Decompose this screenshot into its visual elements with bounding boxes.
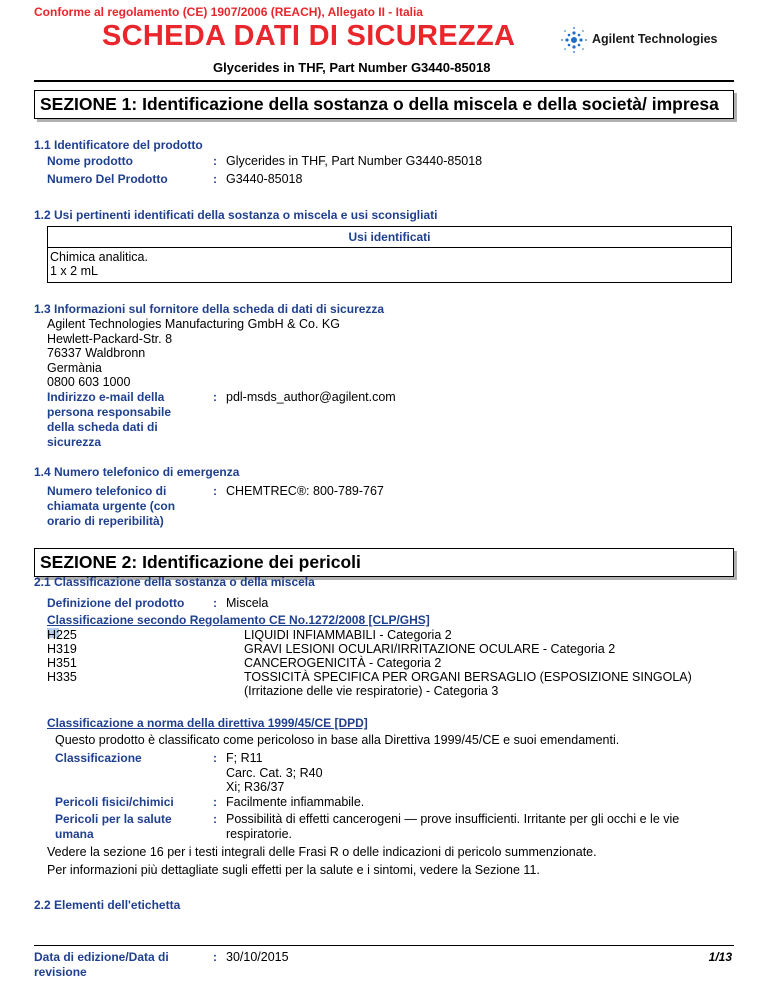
colon: : <box>213 390 217 404</box>
note-section11: Per informazioni più dettagliate sugli effetti per la salute e i sintomi, vedere la Sezione 11. <box>47 863 540 877</box>
agilent-logo <box>560 24 730 56</box>
s14-title: 1.4 Numero telefonico di emergenza <box>34 465 240 479</box>
definition-label: Definizione del prodotto <box>47 596 185 610</box>
address-line: 76337 Waldbronn <box>47 346 146 360</box>
regulation-line: Conforme al regolamento (CE) 1907/2006 (REACH), Allegato II - Italia <box>34 5 423 19</box>
colon: : <box>213 172 217 186</box>
classification-label: Classificazione <box>55 751 142 765</box>
section2-heading-box <box>34 548 734 577</box>
phone-label-line: orario di reperibilità) <box>47 514 164 528</box>
health-hazards-label <box>55 812 172 842</box>
page-number: 1/13 <box>708 950 732 964</box>
date-label-line: Data di edizione/Data di <box>34 950 169 964</box>
clp-code: H335 <box>47 670 77 684</box>
s13-title: 1.3 Informazioni sul fornitore della scheda di dati di sicurezza <box>34 302 385 316</box>
note-r-phrases: Vedere la sezione 16 per i testi integrali delle Frasi R o delle indicazioni di pericolo summenzionate. <box>47 845 597 859</box>
clp-desc: CANCEROGENICITÀ - Categoria 2 <box>244 656 442 670</box>
colon: : <box>213 795 217 809</box>
clp-code: H319 <box>47 642 77 656</box>
health-value-line: Possibilità di effetti cancerogeni — prove insufficienti. Irritante per gli occhi e le vie <box>226 812 680 826</box>
health-value-line: respiratorie. <box>226 826 292 841</box>
physical-hazards-value: Facilmente infiammabile. <box>226 795 365 809</box>
email-label-line: Indirizzo e-mail della <box>47 390 165 404</box>
classification-value: F; R11 <box>226 751 263 765</box>
clp-code: H225 <box>47 628 77 642</box>
classification-values <box>226 751 323 795</box>
s11-title: 1.1 Identificatore del prodotto <box>34 138 203 152</box>
revision-date-label <box>34 950 169 980</box>
dpd-title: Classificazione a norma della direttiva 1999/45/CE [DPD] <box>47 716 368 730</box>
address-line: Agilent Technologies Manufacturing GmbH & Co. KG <box>47 317 340 331</box>
clp-desc: GRAVI LESIONI OCULARI/IRRITAZIONE OCULARE - Categoria 2 <box>244 642 616 656</box>
emergency-phone-value: CHEMTREC®: 800-789-767 <box>226 484 384 498</box>
email-label-line: persona responsabile <box>47 405 172 419</box>
logo-text: Agilent Technologies <box>592 32 718 46</box>
classification-value: Xi; R36/37 <box>226 780 285 794</box>
uses-table <box>47 226 732 283</box>
colon: : <box>213 154 217 168</box>
clp-desc: TOSSICITÀ SPECIFICA PER ORGANI BERSAGLIO (ESPOSIZIONE SINGOLA) <box>244 670 692 684</box>
s12-title: 1.2 Usi pertinenti identificati della sostanza o miscela e usi sconsigliati <box>34 208 438 222</box>
clp-code: H351 <box>47 656 77 670</box>
colon: : <box>213 950 217 964</box>
address-line: 0800 603 1000 <box>47 375 131 389</box>
clp-title: Classificazione secondo Regolamento CE No.1272/2008 [CLP/GHS] <box>47 613 430 627</box>
header-divider <box>34 80 734 82</box>
emergency-phone-label <box>47 484 175 529</box>
product-line: Glycerides in THF, Part Number G3440-85018 <box>213 60 491 75</box>
uses-row: 1 x 2 mL <box>50 264 98 278</box>
supplier-address <box>47 317 340 390</box>
colon: : <box>213 751 217 765</box>
address-line: Germània <box>47 360 102 375</box>
product-number-label: Numero Del Prodotto <box>47 172 168 186</box>
definition-value: Miscela <box>226 596 269 610</box>
document-title: SCHEDA DATI DI SICUREZZA <box>102 20 516 52</box>
phone-label-line: chiamata urgente (con <box>47 499 176 513</box>
colon: : <box>213 596 217 610</box>
s21-title: 2.1 Classificazione della sostanza o della miscela <box>34 575 315 589</box>
health-label-line: Pericoli per la salute <box>55 812 172 826</box>
dpd-intro: Questo prodotto è classificato come pericoloso in base alla Direttiva 1999/45/CE e suoi emendamenti. <box>55 733 620 747</box>
date-label-line: revisione <box>34 965 87 979</box>
health-hazards-value <box>226 812 679 841</box>
section1-heading: SEZIONE 1: Identificazione della sostanza o della miscela e della società/ impresa <box>40 94 719 114</box>
email-label-line: sicurezza <box>47 435 102 449</box>
uses-row: Chimica analitica. <box>50 250 148 264</box>
uses-table-header: Usi identificati <box>48 227 731 248</box>
section2-heading: SEZIONE 2: Identificazione dei pericoli <box>40 552 361 572</box>
clp-desc-cont: (Irritazione delle vie respiratorie) - Categoria 3 <box>244 684 499 698</box>
classification-value: Carc. Cat. 3; R40 <box>226 765 323 780</box>
address-line: Hewlett-Packard-Str. 8 <box>47 331 173 346</box>
email-value[interactable]: pdl-msds_author@agilent.com <box>226 390 396 404</box>
phone-label-line: Numero telefonico di <box>47 484 167 498</box>
s22-title: 2.2 Elementi dell'etichetta <box>34 898 181 912</box>
email-label-line: della scheda dati di <box>47 420 158 434</box>
email-label <box>47 390 171 450</box>
product-name-value: Glycerides in THF, Part Number G3440-85018 <box>226 154 483 168</box>
product-number-value: G3440-85018 <box>226 172 303 186</box>
product-name-label: Nome prodotto <box>47 154 133 168</box>
footer-divider <box>34 945 734 946</box>
revision-date-value: 30/10/2015 <box>226 950 289 964</box>
clp-desc: LIQUIDI INFIAMMABILI - Categoria 2 <box>244 628 452 642</box>
colon: : <box>213 812 217 826</box>
physical-hazards-label: Pericoli fisici/chimici <box>55 795 174 809</box>
section1-heading-box <box>34 90 734 119</box>
colon: : <box>213 484 217 498</box>
spark-icon <box>560 26 588 54</box>
health-label-line: umana <box>55 827 94 841</box>
